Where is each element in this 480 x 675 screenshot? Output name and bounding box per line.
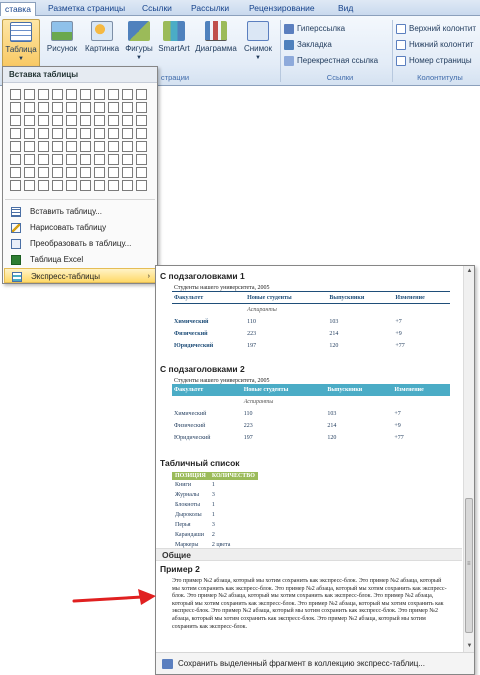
grid-cell[interactable] <box>122 154 133 165</box>
column-header: ПОЗИЦИЯ <box>172 472 209 480</box>
grid-cell[interactable] <box>52 180 63 191</box>
quick-tables-label: Экспресс-таблицы <box>31 272 100 281</box>
page-number-button[interactable] <box>396 54 472 68</box>
grid-cell[interactable] <box>136 141 147 152</box>
table-row: Физический 223 214 +9 <box>174 330 402 337</box>
grid-cell[interactable] <box>10 102 21 113</box>
grid-cell[interactable] <box>94 180 105 191</box>
table-caption: Студенты нашего университета, 2005 <box>174 285 270 291</box>
grid-cell[interactable] <box>80 89 91 100</box>
page-number-icon <box>396 56 406 66</box>
links-group-label: Ссылки <box>326 73 354 82</box>
grid-cell[interactable] <box>94 102 105 113</box>
gallery-item-example-2[interactable]: Это пример №2 абзаца, который мы хотим сохранить как экспресс-блок. Это пример №2 абзаца, который мы хотим сохранить как экспресс-блок. Это пример №2 абзаца, который мы хотим сохранить как экспресс-блок. Это пример №2 абзаца, который мы хотим сохранить как экспресс-блок. Это пример №2 абзаца, который мы хотим сохранить как экспресс-блок. Это пример №2 абзаца, который мы хотим сохранить как экспресс-блок. Это пример №2 абзаца, который мы хотим сохранить как экспресс-блок. Это пример №2 абзаца, который мы хотим сохранить как экспресс-блок. Это пример №2 абзаца, который мы хотим сохранить как экспресс-блок. <box>172 578 447 630</box>
column-header: Выпускники <box>327 292 393 304</box>
header-label: Верхний колонтит <box>409 24 477 33</box>
menu-separator <box>5 199 155 200</box>
column-header: КОЛИЧЕСТВО <box>209 472 258 480</box>
grid-cell[interactable] <box>10 115 21 126</box>
clipart-icon <box>91 21 113 41</box>
grid-cell[interactable] <box>122 89 133 100</box>
table-row: Химический 110 103 +7 <box>174 318 402 325</box>
footer-button[interactable] <box>396 38 473 52</box>
gallery-item-title: Пример 2 <box>160 564 200 574</box>
grid-cell[interactable] <box>122 167 133 178</box>
grid-cell[interactable] <box>38 89 49 100</box>
table-row: Химический 110 103 +7 <box>174 411 401 417</box>
grid-cell[interactable] <box>38 115 49 126</box>
picture-icon <box>51 21 73 41</box>
quick-tables-item[interactable] <box>4 268 156 283</box>
insert-table-header: Вставка таблицы <box>3 67 157 83</box>
table-button-label: Таблица <box>5 45 37 54</box>
smartart-icon <box>163 21 185 41</box>
grid-cell[interactable] <box>38 141 49 152</box>
convert-table-icon <box>11 239 21 249</box>
grid-cell[interactable] <box>10 89 21 100</box>
table-row: Блокноты 1 <box>175 502 215 508</box>
picture-button[interactable] <box>44 19 80 73</box>
smartart-button[interactable] <box>156 19 192 73</box>
gallery-scrollbar[interactable] <box>463 266 474 652</box>
grip-icon: ≡ <box>467 561 471 567</box>
table-caption: Студенты нашего университета, 2005 <box>174 378 270 384</box>
grid-cell[interactable] <box>136 102 147 113</box>
table-row: Юридический 197 120 +77 <box>174 342 405 349</box>
header-footer-group-label: Колонтитулы <box>417 73 463 82</box>
grid-cell[interactable] <box>10 154 21 165</box>
grid-cell[interactable] <box>52 102 63 113</box>
grid-cell[interactable] <box>80 128 91 139</box>
chevron-down-icon: ▼ <box>136 55 142 61</box>
shapes-button-label: Фигуры <box>125 44 153 53</box>
header-button[interactable] <box>396 22 476 36</box>
bookmark-icon <box>284 40 294 50</box>
grid-cell[interactable] <box>94 167 105 178</box>
chart-icon <box>205 21 227 41</box>
grid-cell[interactable] <box>94 115 105 126</box>
grid-cell[interactable] <box>24 180 35 191</box>
tab-view[interactable]: Вид <box>338 3 354 13</box>
grid-cell[interactable] <box>10 141 21 152</box>
grid-cell[interactable] <box>66 167 77 178</box>
excel-table-item[interactable] <box>4 252 156 267</box>
grid-cell[interactable] <box>94 154 105 165</box>
shapes-button[interactable] <box>122 19 156 73</box>
chevron-down-icon: ▼ <box>18 56 24 62</box>
excel-table-label: Таблица Excel <box>30 255 84 264</box>
header-icon <box>396 24 406 34</box>
gallery-item-subheadings-2[interactable] <box>172 378 450 444</box>
table-row: Дыроколы 1 <box>175 512 215 518</box>
grid-cell[interactable] <box>136 180 147 191</box>
grid-cell[interactable] <box>66 141 77 152</box>
grid-cell[interactable] <box>94 89 105 100</box>
grid-cell[interactable] <box>10 167 21 178</box>
grid-cell[interactable] <box>122 180 133 191</box>
quick-tables-icon <box>12 272 22 282</box>
page-number-label: Номер страницы <box>409 56 472 65</box>
grid-cell[interactable] <box>108 89 119 100</box>
footer-label: Нижний колонтит <box>409 40 474 49</box>
grid-cell[interactable] <box>10 128 21 139</box>
insert-table-label: Вставить таблицу... <box>30 207 102 216</box>
insert-table-item[interactable] <box>4 204 156 219</box>
insert-table-dropdown <box>2 66 158 284</box>
table-row: Перья 3 <box>175 522 215 528</box>
grid-cell[interactable] <box>136 154 147 165</box>
gallery-item-title: С подзаголовками 2 <box>160 364 245 374</box>
preview-table <box>172 472 258 550</box>
grid-cell[interactable] <box>38 128 49 139</box>
column-header: Новые студенты <box>245 292 327 304</box>
grid-cell[interactable] <box>38 167 49 178</box>
grid-cell[interactable] <box>108 128 119 139</box>
clipart-button-label: Картинка <box>84 44 120 53</box>
gallery-item-subheadings-1[interactable] <box>172 285 450 352</box>
hyperlink-icon <box>284 24 294 34</box>
draw-table-item[interactable] <box>4 220 156 235</box>
grid-cell[interactable] <box>24 167 35 178</box>
grid-cell[interactable] <box>66 89 77 100</box>
grid-cell[interactable] <box>122 128 133 139</box>
grid-cell[interactable] <box>80 102 91 113</box>
subheader: Аспиранты <box>243 399 274 405</box>
subheader: Аспиранты <box>247 306 277 313</box>
table-icon <box>10 22 32 42</box>
insert-table-icon <box>11 207 21 217</box>
group-separator <box>280 20 281 82</box>
tab-page-layout[interactable]: Разметка страницы <box>48 3 126 13</box>
grid-cell[interactable] <box>52 115 63 126</box>
grid-cell[interactable] <box>122 102 133 113</box>
grid-cell[interactable] <box>66 128 77 139</box>
grid-cell[interactable] <box>38 154 49 165</box>
cross-reference-button[interactable] <box>284 54 378 68</box>
picture-button-label: Рисунок <box>46 44 78 53</box>
gallery-item-tabular-list[interactable] <box>172 472 450 548</box>
grid-cell[interactable] <box>108 154 119 165</box>
arrow-shaft <box>74 597 142 601</box>
grid-cell[interactable] <box>80 141 91 152</box>
column-header: Изменение <box>392 384 450 396</box>
illustrations-group-label: страции <box>160 73 190 82</box>
chevron-down-icon: ▼ <box>255 55 261 61</box>
save-selection-icon <box>162 659 173 669</box>
hyperlink-label: Гиперссылка <box>297 24 346 33</box>
scroll-up-icon[interactable]: ▲ <box>466 268 473 274</box>
general-category-band: Общие <box>156 548 462 561</box>
grid-cell[interactable] <box>80 180 91 191</box>
smartart-button-label: SmartArt <box>158 44 190 53</box>
table-button[interactable] <box>2 19 40 73</box>
grid-cell[interactable] <box>108 115 119 126</box>
tab-insert[interactable]: ставка <box>0 2 36 17</box>
gallery-item-title: С подзаголовками 1 <box>160 271 245 281</box>
submenu-arrow-icon: › <box>147 273 150 280</box>
table-row: Книги 1 <box>175 482 215 488</box>
grid-cell[interactable] <box>10 180 21 191</box>
chart-button[interactable] <box>193 19 239 73</box>
column-header: Новые студенты <box>242 384 326 396</box>
grid-cell[interactable] <box>52 167 63 178</box>
shapes-icon <box>128 21 150 41</box>
hyperlink-button[interactable] <box>284 22 345 36</box>
bookmark-label: Закладка <box>297 40 332 49</box>
preview-table <box>172 291 450 352</box>
table-row: Физический 223 214 +9 <box>174 423 401 429</box>
grid-cell[interactable] <box>24 115 35 126</box>
tab-mailings[interactable]: Рассылки <box>191 3 230 13</box>
tab-review[interactable]: Рецензирование <box>249 3 315 13</box>
grid-cell[interactable] <box>66 115 77 126</box>
table-row: Юридический 197 120 +77 <box>174 435 404 441</box>
table-row: Карандаши 2 <box>175 532 215 538</box>
grid-cell[interactable] <box>108 180 119 191</box>
grid-cell[interactable] <box>108 102 119 113</box>
column-header: Факультет <box>172 292 245 304</box>
red-arrow-annotation <box>72 588 158 610</box>
grid-cell[interactable] <box>80 154 91 165</box>
column-header: Выпускники <box>325 384 392 396</box>
convert-table-label: Преобразовать в таблицу... <box>30 239 132 248</box>
clipart-button[interactable] <box>82 19 122 73</box>
grid-cell[interactable] <box>66 102 77 113</box>
grid-cell[interactable] <box>66 154 77 165</box>
chart-button-label: Диаграмма <box>195 44 237 53</box>
grid-cell[interactable] <box>52 128 63 139</box>
tab-references[interactable]: Ссылки <box>142 3 172 13</box>
grid-cell[interactable] <box>122 141 133 152</box>
grid-cell[interactable] <box>136 89 147 100</box>
excel-table-icon <box>11 255 21 265</box>
grid-cell[interactable] <box>24 102 35 113</box>
grid-cell[interactable] <box>108 167 119 178</box>
screenshot-button[interactable] <box>241 19 275 73</box>
scroll-down-icon[interactable]: ▼ <box>466 643 473 649</box>
grid-cell[interactable] <box>80 115 91 126</box>
draw-table-label: Нарисовать таблицу <box>30 223 107 232</box>
table-row: Журналы 3 <box>175 492 215 498</box>
arrow-head <box>138 589 156 605</box>
grid-cell[interactable] <box>108 141 119 152</box>
grid-cell[interactable] <box>94 128 105 139</box>
grid-cell[interactable] <box>94 141 105 152</box>
screenshot-button-label: Снимок <box>243 44 273 53</box>
quick-tables-gallery <box>155 265 475 675</box>
gallery-item-title: Табличный список <box>160 458 240 468</box>
column-header: Изменение <box>393 292 450 304</box>
preview-table <box>172 384 450 444</box>
column-header: Факультет <box>172 384 242 396</box>
save-to-gallery-item[interactable] <box>156 652 474 674</box>
grid-cell[interactable] <box>136 167 147 178</box>
grid-cell[interactable] <box>122 115 133 126</box>
grid-cell[interactable] <box>38 102 49 113</box>
convert-table-item[interactable] <box>4 236 156 251</box>
footer-icon <box>396 40 406 50</box>
grid-cell[interactable] <box>52 89 63 100</box>
grid-cell[interactable] <box>80 167 91 178</box>
cross-reference-icon <box>284 56 294 66</box>
draw-table-icon <box>11 223 21 233</box>
grid-cell[interactable] <box>136 115 147 126</box>
grid-cell[interactable] <box>52 141 63 152</box>
save-to-gallery-label: Сохранить выделенный фрагмент в коллекцию экспресс-таблиц... <box>178 659 425 668</box>
grid-cell[interactable] <box>24 128 35 139</box>
screenshot-icon <box>247 21 269 41</box>
grid-cell[interactable] <box>66 180 77 191</box>
grid-cell[interactable] <box>38 180 49 191</box>
group-separator <box>392 20 393 82</box>
grid-cell[interactable] <box>24 154 35 165</box>
cross-reference-label: Перекрестная ссылка <box>297 56 379 65</box>
scrollbar-thumb[interactable] <box>465 498 473 633</box>
table-row: Маркеры 2 цвета <box>175 542 231 548</box>
grid-cell[interactable] <box>52 154 63 165</box>
grid-cell[interactable] <box>24 141 35 152</box>
bookmark-button[interactable] <box>284 38 332 52</box>
grid-cell[interactable] <box>136 128 147 139</box>
grid-cell[interactable] <box>24 89 35 100</box>
ribbon-tab-bar <box>0 0 480 16</box>
